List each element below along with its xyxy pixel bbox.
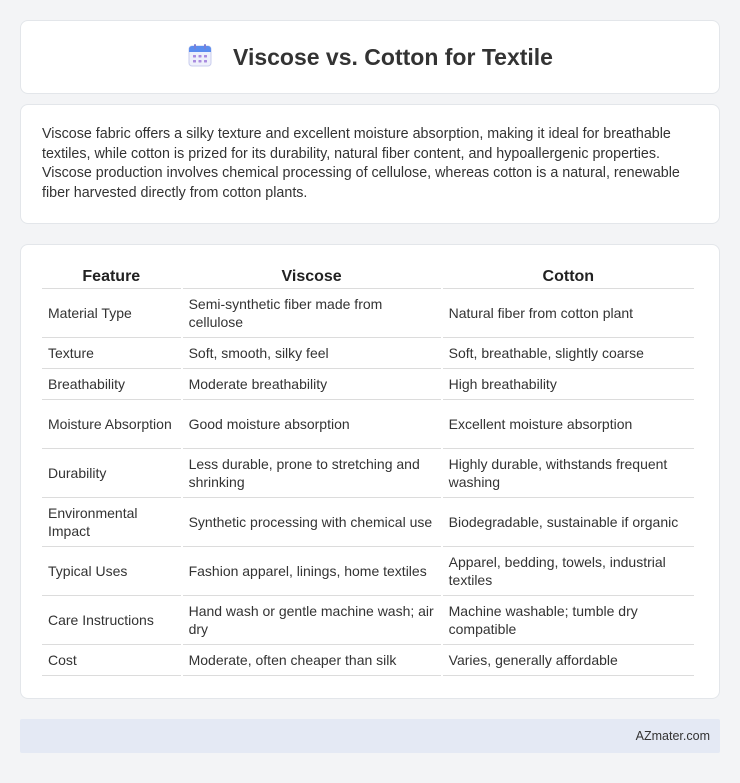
summary-text: Viscose fabric offers a silky texture and excellent moisture absorption, making it ideal for breathable textiles, while cotton is prized for its durability, natural fiber content, and hypoallergenic properties. Viscose production involves chemical processing of cellulose, whereas cotton is a natural, renewable fiber harvested directly from cotton plants. (42, 126, 680, 201)
footer-bar (20, 719, 720, 753)
cotton-cell: Soft, breathable, slightly coarse (443, 338, 694, 369)
table-row (42, 289, 694, 338)
feature-cell: Environmental Impact (42, 498, 181, 547)
viscose-cell: Soft, smooth, silky feel (183, 338, 441, 369)
table-row (42, 369, 694, 400)
cotton-cell: Natural fiber from cotton plant (443, 289, 694, 338)
feature-cell: Durability (42, 449, 181, 498)
table-row (42, 596, 694, 645)
footer-brand[interactable]: AZmater.com (635, 729, 710, 743)
cotton-cell: Highly durable, withstands frequent washing (443, 449, 694, 498)
cotton-cell: Biodegradable, sustainable if organic (443, 498, 694, 547)
cotton-cell: Varies, generally affordable (443, 645, 694, 676)
viscose-cell: Hand wash or gentle machine wash; air dry (183, 596, 441, 645)
viscose-cell: Synthetic processing with chemical use (183, 498, 441, 547)
header-card (20, 20, 720, 94)
cotton-cell: Machine washable; tumble dry compatible (443, 596, 694, 645)
comparison-table-card (20, 244, 720, 699)
viscose-cell: Moderate breathability (183, 369, 441, 400)
feature-cell: Cost (42, 645, 181, 676)
viscose-cell: Fashion apparel, linings, home textiles (183, 547, 441, 596)
viscose-cell: Semi-synthetic fiber made from cellulose (183, 289, 441, 338)
viscose-cell: Moderate, often cheaper than silk (183, 645, 441, 676)
cotton-cell: Apparel, bedding, towels, industrial textiles (443, 547, 694, 596)
feature-cell: Texture (42, 338, 181, 369)
feature-cell: Care Instructions (42, 596, 181, 645)
table-row (42, 498, 694, 547)
table-row (42, 400, 694, 449)
table-row (42, 547, 694, 596)
feature-cell: Breathability (42, 369, 181, 400)
header-cotton: Cotton (443, 265, 694, 289)
cotton-cell: High breathability (443, 369, 694, 400)
header-feature: Feature (42, 265, 181, 289)
summary-card (20, 104, 720, 224)
feature-cell: Moisture Absorption (42, 400, 181, 449)
feature-cell: Typical Uses (42, 547, 181, 596)
viscose-cell: Good moisture absorption (183, 400, 441, 449)
table-row (42, 645, 694, 676)
comparison-table (40, 265, 696, 676)
calendar-icon (187, 42, 213, 73)
header-viscose: Viscose (183, 265, 441, 289)
table-row (42, 338, 694, 369)
feature-cell: Material Type (42, 289, 181, 338)
cotton-cell: Excellent moisture absorption (443, 400, 694, 449)
page-title: Viscose vs. Cotton for Textile (233, 43, 553, 70)
viscose-cell: Less durable, prone to stretching and shrinking (183, 449, 441, 498)
table-row (42, 449, 694, 498)
